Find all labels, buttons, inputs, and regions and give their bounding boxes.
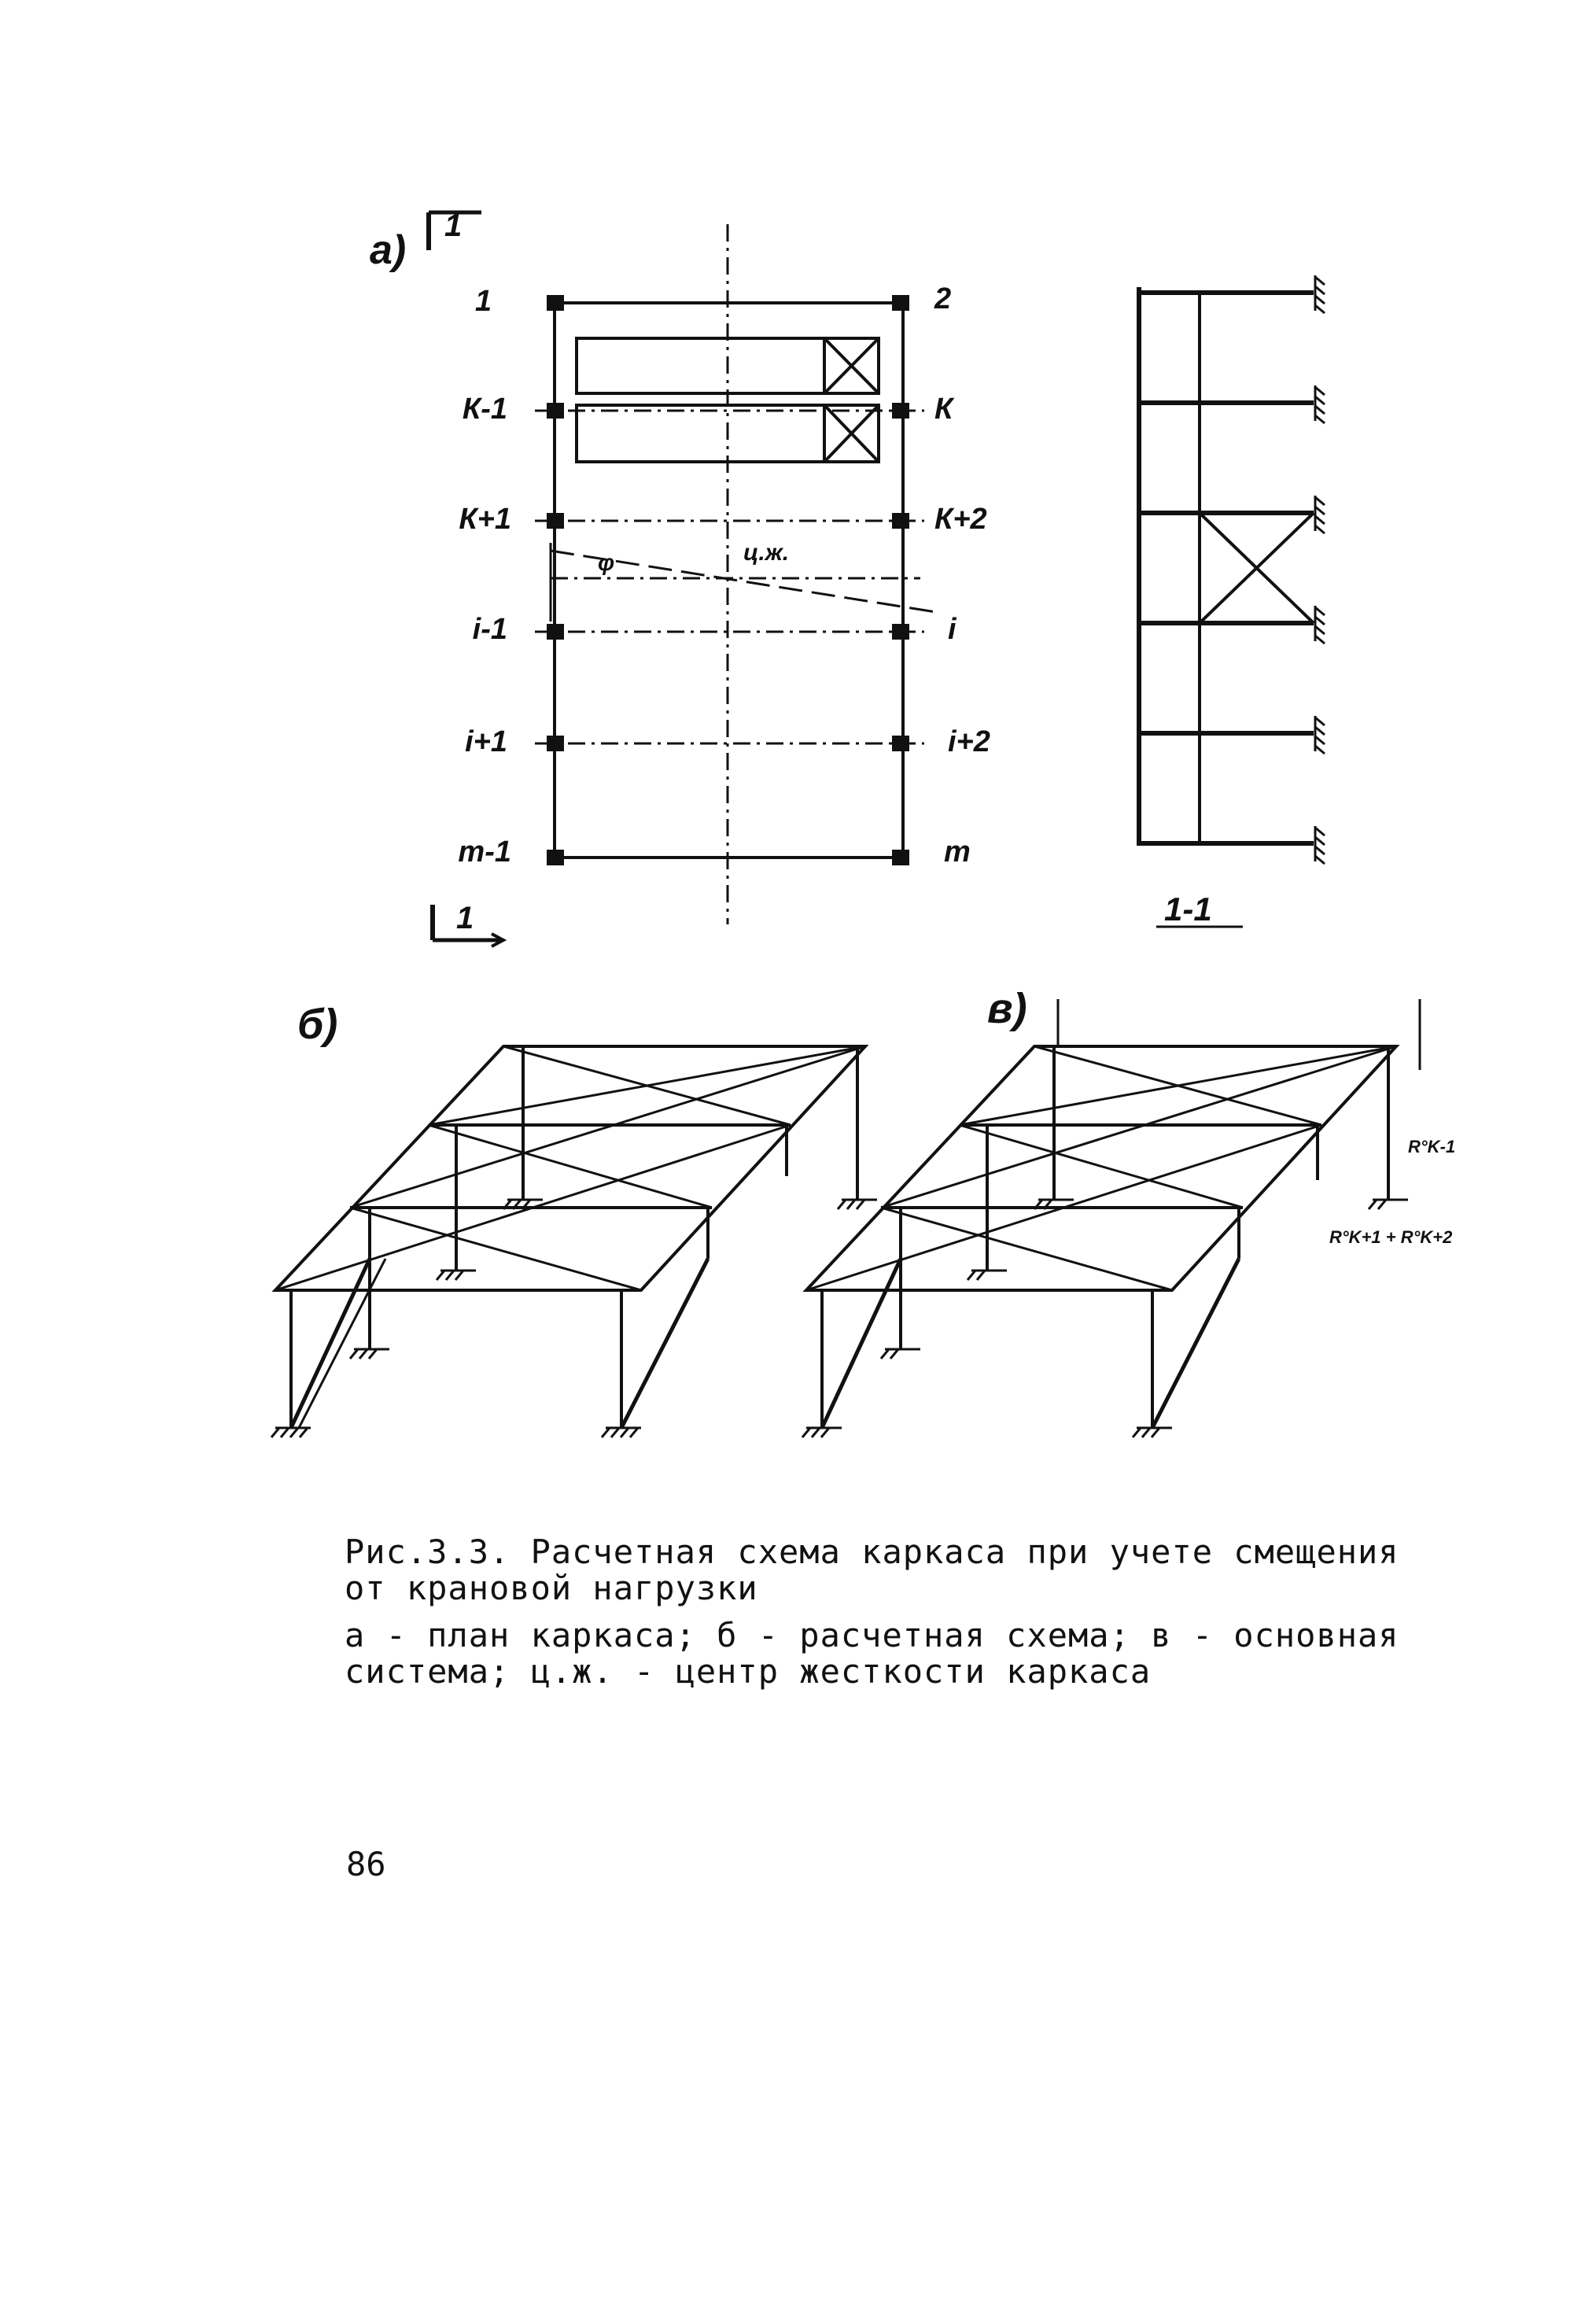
reaction-lower-label: R°K+1 + R°K+2 bbox=[1329, 1227, 1453, 1247]
panel-a-label: а) bbox=[370, 227, 407, 273]
figure-caption bbox=[345, 1534, 1414, 1690]
axis-label-right-2: К+2 bbox=[934, 503, 987, 536]
axis-label-left-1: К-1 bbox=[462, 393, 507, 426]
axis-label-right-3: i bbox=[948, 613, 956, 646]
scheme-v-drawing bbox=[802, 999, 1420, 1437]
page-number: 86 bbox=[346, 1845, 386, 1883]
section-1-1-drawing bbox=[1139, 275, 1325, 927]
panel-v-label: в) bbox=[987, 985, 1027, 1032]
reaction-upper-label: R°K-1 bbox=[1408, 1137, 1456, 1156]
caption-title: Рис.3.3. Расчетная схема каркаса при учете смещения от крановой нагрузки bbox=[345, 1533, 1399, 1607]
axis-label-left-5: m-1 bbox=[458, 835, 511, 869]
caption-legend: а - план каркаса; б - расчетная схема; в - основная система; ц.ж. - центр жесткости каркаса bbox=[345, 1616, 1399, 1691]
axis-label-left-2: К+1 bbox=[459, 503, 511, 536]
panel-b-label: б) bbox=[297, 1001, 338, 1048]
phi-label: φ bbox=[598, 550, 615, 576]
center-label: ц.ж. bbox=[743, 540, 790, 566]
axis-label-left-4: i+1 bbox=[465, 725, 507, 758]
axis-label-left-3: i-1 bbox=[472, 613, 507, 646]
axis-label-left-0: 1 bbox=[474, 285, 492, 318]
axis-label-right-0: 2 bbox=[934, 282, 952, 315]
axis-label-right-1: К bbox=[934, 393, 953, 426]
section-label: 1-1 bbox=[1164, 891, 1212, 928]
scheme-b-drawing bbox=[271, 1046, 877, 1437]
axis-label-right-5: m bbox=[944, 835, 971, 869]
section-mark-bottom: 1 bbox=[456, 901, 474, 935]
section-mark-top: 1 bbox=[444, 208, 463, 243]
axis-label-right-4: i+2 bbox=[948, 725, 990, 758]
